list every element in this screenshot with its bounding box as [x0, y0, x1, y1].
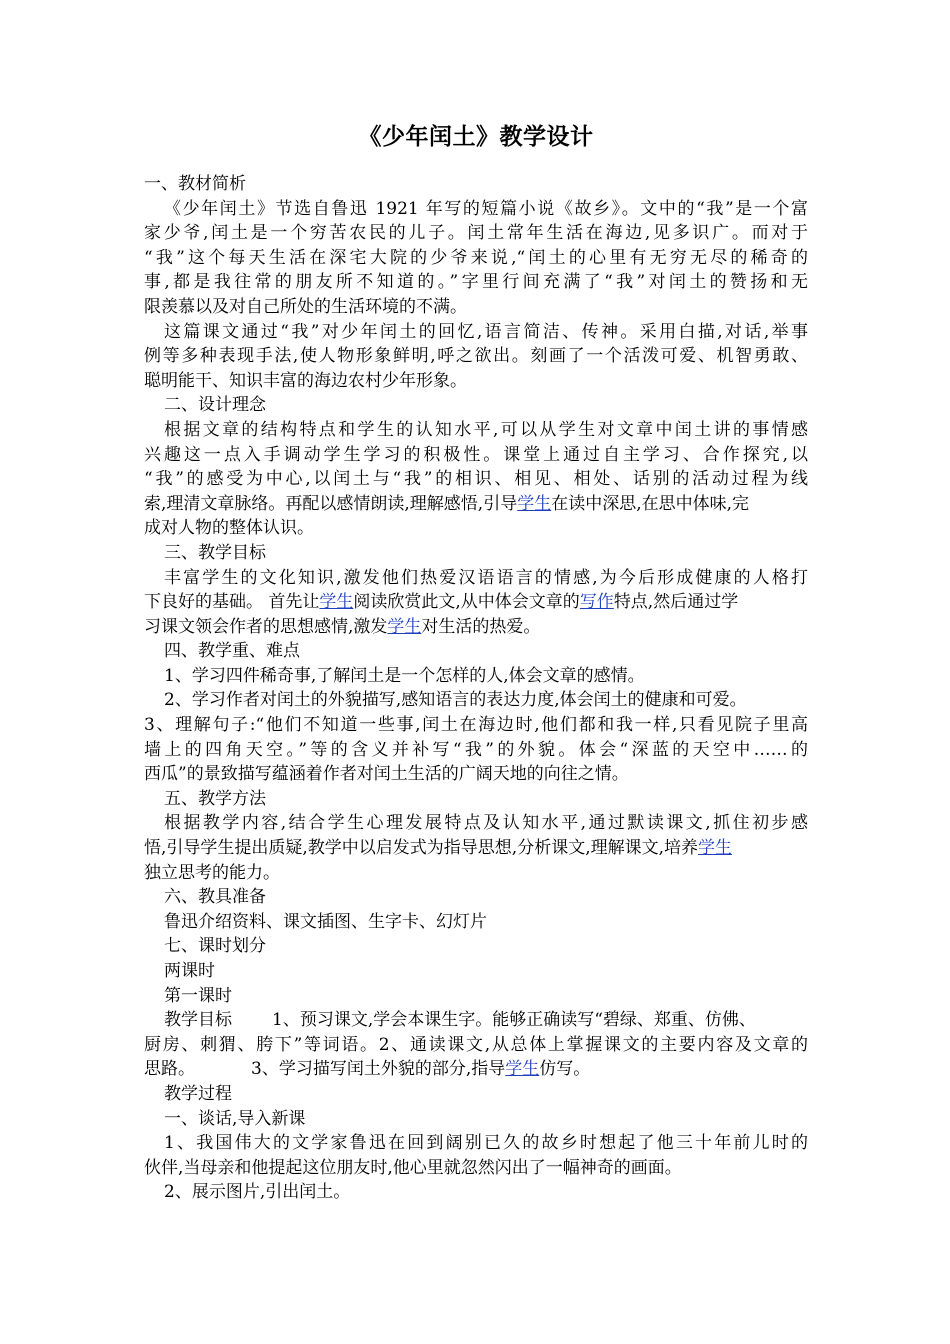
paragraph-line: 伙伴,当母亲和他提起这位朋友时,他心里就忽然闪出了一幅神奇的画面。 — [144, 1157, 682, 1178]
student-link[interactable]: 学生 — [698, 838, 733, 859]
paragraph-line: 事,都是我往常的朋友所不知道的。”字里行间充满了“我”对闰土的赞扬和无 — [144, 272, 808, 293]
paragraph-line — [144, 492, 808, 517]
text-span: 悟,引导学生提出质疑,教学中以启发式为指导思想,分析课文,理解课文,培养 — [144, 838, 699, 859]
paragraph-line: 成对人物的整体认识。 — [144, 518, 314, 539]
section-heading-3: 三、教学目标 — [164, 542, 266, 563]
text-span: 下良好的基础。 首先让 — [144, 592, 320, 613]
text-span: 索,理清文章脉络。再配以感情朗读,理解感悟,引导 — [144, 493, 518, 514]
text-span: 在读中深思,在思中体味,完 — [551, 493, 750, 514]
text-span: 1、预习课文,学会本课生字。能够正确读写“碧绿、郑重、仿佛、 — [272, 1010, 756, 1031]
paragraph-line: “我”的感受为中心,以闰土与“我”的相识、相见、相处、话别的活动过程为线 — [144, 469, 808, 490]
writing-link[interactable]: 写作 — [579, 592, 614, 613]
student-link[interactable]: 学生 — [387, 616, 422, 637]
student-link[interactable]: 学生 — [319, 592, 354, 613]
text-span: 阅读欣赏此文,从中体会文章的 — [353, 592, 580, 613]
paragraph-line: 两课时 — [164, 961, 215, 981]
text-span: 3、学习描写闰土外貌的部分,指导 — [251, 1059, 506, 1080]
paragraph-line: 2、学习作者对闰土的外貌描写,感知语言的表达力度,体会闰土的健康和可爱。 — [164, 690, 747, 711]
paragraph-line — [144, 1057, 808, 1082]
paragraph-line: 这篇课文通过“我”对少年闰土的回忆,语言简洁、传神。采用白描,对话,举事 — [164, 321, 808, 342]
section-heading-2: 二、设计理念 — [164, 395, 266, 416]
paragraph-line: 根据文章的结构特点和学生的认知水平,可以从学生对文章中闰土讲的事情感 — [164, 419, 808, 440]
text-span: 教学目标 — [164, 1010, 232, 1031]
section-heading-6: 六、教具准备 — [164, 887, 266, 908]
paragraph-line: 家少爷,闰土是一个穷苦农民的儿子。闰土常年生活在海边,见多识广。而对于 — [144, 223, 808, 244]
paragraph-line: 《少年闰土》节选自鲁迅 1921 年写的短篇小说《故乡》。文中的“我”是一个富 — [164, 198, 808, 219]
paragraph-line — [144, 836, 808, 861]
paragraph-line: 限羡慕以及对自己所处的生活环境的不满。 — [144, 296, 467, 317]
paragraph-line: 3、理解句子:“他们不知道一些事,闰土在海边时,他们都和我一样,只看见院子里高 — [144, 715, 808, 736]
paragraph-line: 1、我国伟大的文学家鲁迅在回到阔别已久的故乡时想起了他三十年前儿时的 — [164, 1133, 808, 1154]
paragraph-line: 鲁迅介绍资料、课文插图、生字卡、幻灯片 — [164, 911, 487, 932]
paragraph-line: 聪明能干、知识丰富的海边农村少年形象。 — [144, 370, 467, 391]
section-heading-5: 五、教学方法 — [164, 788, 266, 809]
paragraph-line: 丰富学生的文化知识,激发他们热爱汉语语言的情感,为今后形成健康的人格打 — [164, 567, 808, 588]
paragraph-line: 根据教学内容,结合学生心理发展特点及认知水平,通过默读课文,抓住初步感 — [164, 813, 808, 834]
text-span: 习课文领会作者的思想感情,激发 — [144, 616, 388, 637]
paragraph-line: 第一课时 — [164, 985, 232, 1006]
text-span: 仿写。 — [539, 1059, 591, 1080]
student-link[interactable]: 学生 — [505, 1059, 540, 1080]
paragraph-line — [144, 615, 808, 640]
paragraph-line: 兴趣这一点入手调动学生学习的积极性。课堂上通过自主学习、合作探究,以 — [144, 444, 808, 465]
paragraph-line — [144, 590, 808, 615]
section-heading-4: 四、教学重、难点 — [164, 641, 300, 662]
paragraph-line: 独立思考的能力。 — [144, 862, 280, 883]
paragraph-line: “我”这个每天生活在深宅大院的少爷来说,“闰土的心里有无穷无尽的稀奇的 — [144, 247, 808, 268]
section-heading-7: 七、课时划分 — [164, 936, 266, 957]
paragraph-line: 厨房、刺猬、胯下”等词语。2、通读课文,从总体上掌握课文的主要内容及文章的 — [144, 1034, 808, 1055]
paragraph-line: 1、学习四件稀奇事,了解闰土是一个怎样的人,体会文章的感情。 — [164, 665, 645, 686]
section-heading-process: 教学过程 — [164, 1083, 232, 1104]
text-span: 对生活的热爱。 — [421, 616, 541, 637]
paragraph-line — [144, 1008, 808, 1033]
document-page — [144, 120, 808, 1205]
section-heading-1: 一、教材简析 — [144, 174, 246, 194]
paragraph-line: 2、展示图片,引出闰土。 — [164, 1182, 351, 1203]
document-title: 《少年闰土》教学设计 — [358, 124, 594, 150]
paragraph-line: 例等多种表现手法,使人物形象鲜明,呼之欲出。刻画了一个活泼可爱、机智勇敢、 — [144, 346, 808, 367]
paragraph-line: 一、谈话,导入新课 — [164, 1108, 306, 1129]
paragraph-line: 墙上的四角天空。”等的含义并补写“我”的外貌。体会“深蓝的天空中……的 — [144, 739, 808, 760]
text-span: 思路。 — [144, 1059, 195, 1080]
student-link[interactable]: 学生 — [517, 493, 552, 514]
text-span: 特点,然后通过学 — [613, 592, 739, 613]
paragraph-line: 西瓜”的景致描写蕴涵着作者对闰土生活的广阔天地的向往之情。 — [144, 764, 629, 785]
